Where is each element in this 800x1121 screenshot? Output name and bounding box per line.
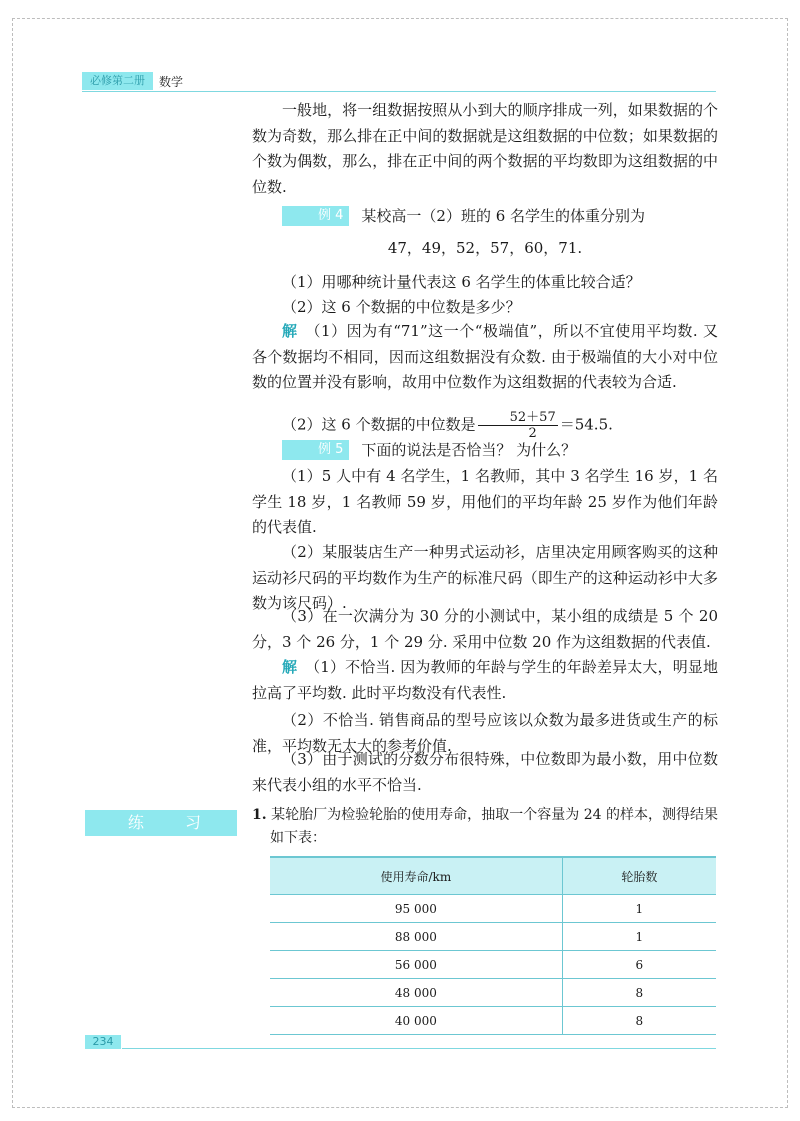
header-rule [82,91,716,92]
example5-statement-line [252,438,718,464]
example4-statement-line [252,204,718,230]
column-header-count: 轮胎数 [562,857,716,895]
tire-life-table [270,856,716,1035]
example4-statement: 某校高一（2）班的 6 名学生的体重分别为 [361,207,646,225]
count-cell: 8 [562,1007,716,1035]
example5-question-2: （2）某服装店生产一种男式运动衫，店里决定用顾客购买的这种运动衫尺码的平均数作为生产的标准尺码（即生产的这种运动衫中大多数为该尺码）. [252,543,718,612]
example4-data: 47，49，52，57，60，71. [387,239,583,257]
example5-statement: 下面的说法是否恰当？ 为什么？ [361,441,577,459]
example5-solution-2: （2）不恰当. 销售商品的型号应该以众数为最多进货或生产的标准，平均数无太大的参考价值. [252,711,718,755]
practice-banner [85,810,237,836]
subject-label: 数学 [159,74,184,89]
table-header-row [270,857,716,895]
fraction-denominator: 2 [528,426,537,441]
solution-label: 解 [282,658,298,676]
life-cell: 56 000 [270,951,562,979]
practice-item-1 [252,804,718,850]
life-cell: 40 000 [270,1007,562,1035]
example5-question-1: （1）5 人中有 4 名学生，1 名教师，其中 3 名学生 16 岁，1 名学生 18 岁，1 名教师 59 岁，用他们的平均年龄 25 岁作为他们年龄的代表值. [252,467,718,536]
practice-item-number: 1. [252,807,267,823]
life-cell: 88 000 [270,923,562,951]
running-header [82,72,183,90]
practice-item-text: 某轮胎厂为检验轮胎的使用寿命，抽取一个容量为 24 的样本，测得结果如下表： [270,807,719,846]
page-number: 234 [85,1035,121,1049]
example4-question-1: （1）用哪种统计量代表这 6 名学生的体重比较合适？ [282,273,641,291]
count-cell: 8 [562,979,716,1007]
life-cell: 48 000 [270,979,562,1007]
solution-result: ＝54.5. [559,415,613,434]
table-row [270,951,716,979]
example4-question-2: （2）这 6 个数据的中位数是多少？ [282,298,521,316]
table-row [270,895,716,923]
example5-solution-3: （3）由于测试的分数分布很特殊，中位数即为最小数，用中位数来代表小组的水平不恰当. [252,750,718,794]
practice-title: 练 习 [127,813,219,832]
count-cell: 1 [562,895,716,923]
solution-text: （2）这 6 个数据的中位数是 [282,415,476,434]
fraction-numerator: 52＋57 [478,410,558,426]
count-cell: 1 [562,923,716,951]
book-tag: 必修第二册 [82,72,153,90]
example5-question-3: （3）在一次满分为 30 分的小测试中，某小组的成绩是 5 个 20 分，3 个 26 分，1 个 29 分. 采用中位数 20 作为这组数据的代表值. [252,607,718,651]
example4-label: 例 4 [282,206,349,226]
table-row [270,979,716,1007]
intro-paragraph: 一般地，将一组数据按照从小到大的顺序排成一列，如果数据的个数为奇数，那么排在正中间的数据就是这组数据的中位数；如果数据的个数为偶数，那么，排在正中间的两个数据的平均数即为这组数据的中位数. [252,101,718,196]
solution-label: 解 [282,322,298,340]
example4-solution-1 [252,319,718,396]
example5-solution-1 [252,655,718,706]
life-cell: 95 000 [270,895,562,923]
example5-label: 例 5 [282,440,349,460]
solution-text: （1）不恰当. 因为教师的年龄与学生的年龄差异太大，明显地拉高了平均数. 此时平均数没有代表性. [252,658,718,702]
solution-text: （1）因为有“71”这一个“极端值”，所以不宜使用平均数. 又各个数据均不相同，因而这组数据没有众数. 由于极端值的大小对中位数的位置并没有影响，故用中位数作为这组数据的代表较为合适. [252,322,718,391]
example4-solution-2 [252,410,718,441]
count-cell: 6 [562,951,716,979]
median-fraction [478,410,558,441]
column-header-life: 使用寿命/km [270,857,562,895]
table-row [270,1007,716,1035]
table-row [270,923,716,951]
footer-rule [122,1048,716,1049]
